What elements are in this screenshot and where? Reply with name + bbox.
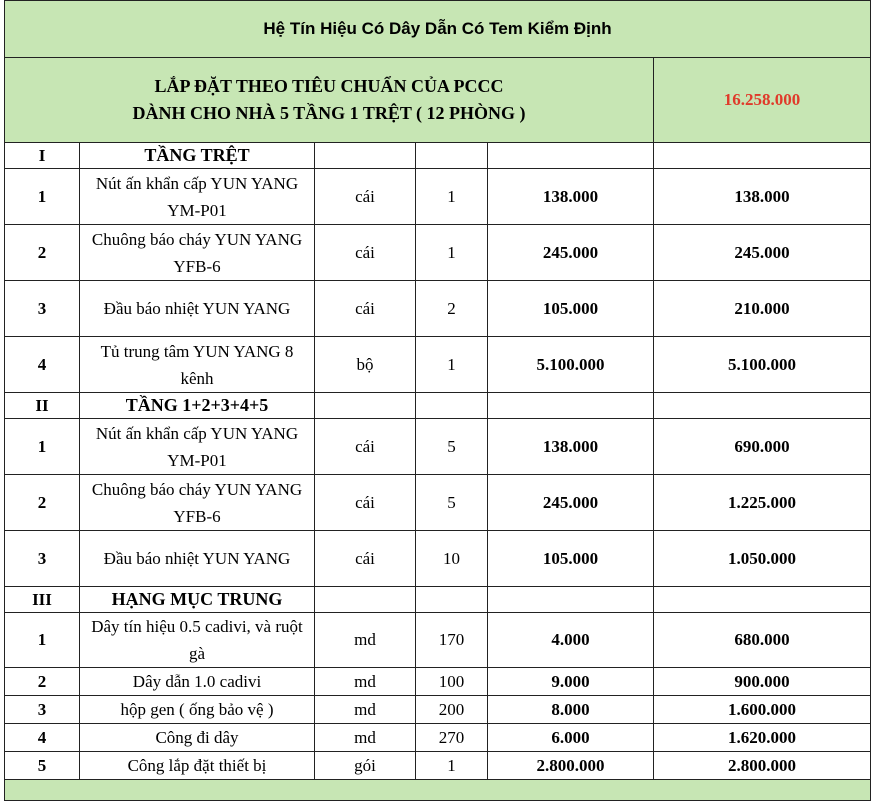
item-name: Công lắp đặt thiết bị: [80, 752, 315, 780]
package-total: 16.258.000: [654, 58, 871, 143]
item-no: 4: [5, 724, 80, 752]
item-name: Dây tín hiệu 0.5 cadivi, và ruột gà: [80, 613, 315, 668]
package-heading: [5, 58, 654, 143]
item-unit: gói: [315, 752, 416, 780]
item-amount: 1.050.000: [654, 531, 871, 587]
item-no: 1: [5, 169, 80, 225]
item-no: 1: [5, 419, 80, 475]
item-amount: 1.225.000: [654, 475, 871, 531]
package-heading-line1: LẮP ĐẶT THEO TIÊU CHUẨN CỦA PCCC: [154, 76, 504, 96]
item-qty: 5: [416, 419, 488, 475]
item-amount: 1.620.000: [654, 724, 871, 752]
item-unit: bộ: [315, 337, 416, 393]
item-unit: md: [315, 668, 416, 696]
table-row: [5, 281, 871, 337]
item-qty: 1: [416, 225, 488, 281]
item-price: 105.000: [488, 531, 654, 587]
table-title: Hệ Tín Hiệu Có Dây Dẫn Có Tem Kiểm Định: [5, 1, 871, 58]
item-no: 2: [5, 475, 80, 531]
item-price: 4.000: [488, 613, 654, 668]
item-unit: cái: [315, 281, 416, 337]
item-name: Dây dẫn 1.0 cadivi: [80, 668, 315, 696]
item-name: Đầu báo nhiệt YUN YANG: [80, 531, 315, 587]
item-amount: 690.000: [654, 419, 871, 475]
item-amount: 210.000: [654, 281, 871, 337]
section-header-row: [5, 143, 871, 169]
section-header-row: [5, 393, 871, 419]
section-index: I: [5, 143, 80, 169]
item-amount: 5.100.000: [654, 337, 871, 393]
item-qty: 10: [416, 531, 488, 587]
quote-table: [4, 0, 871, 801]
item-name: hộp gen ( ống bảo vệ ): [80, 696, 315, 724]
item-qty: 1: [416, 337, 488, 393]
item-amount: 245.000: [654, 225, 871, 281]
section-header-row: [5, 587, 871, 613]
item-qty: 200: [416, 696, 488, 724]
item-price: 2.800.000: [488, 752, 654, 780]
section-name: TẦNG TRỆT: [80, 143, 315, 169]
item-qty: 2: [416, 281, 488, 337]
item-name: Chuông báo cháy YUN YANG YFB-6: [80, 225, 315, 281]
item-name: Đầu báo nhiệt YUN YANG: [80, 281, 315, 337]
item-qty: 1: [416, 169, 488, 225]
item-no: 5: [5, 752, 80, 780]
item-price: 5.100.000: [488, 337, 654, 393]
item-price: 245.000: [488, 225, 654, 281]
item-name: Chuông báo cháy YUN YANG YFB-6: [80, 475, 315, 531]
item-price: 105.000: [488, 281, 654, 337]
item-no: 1: [5, 613, 80, 668]
item-no: 3: [5, 281, 80, 337]
package-heading-line2: DÀNH CHO NHÀ 5 TẦNG 1 TRỆT ( 12 PHÒNG ): [132, 103, 526, 123]
table-row: [5, 696, 871, 724]
item-no: 3: [5, 696, 80, 724]
item-price: 245.000: [488, 475, 654, 531]
table-row: [5, 531, 871, 587]
table-row: [5, 613, 871, 668]
section-index: II: [5, 393, 80, 419]
item-amount: 2.800.000: [654, 752, 871, 780]
item-name: Công đi dây: [80, 724, 315, 752]
item-unit: md: [315, 724, 416, 752]
item-name: Nút ấn khẩn cấp YUN YANG YM-P01: [80, 419, 315, 475]
item-unit: cái: [315, 419, 416, 475]
item-unit: md: [315, 613, 416, 668]
item-unit: cái: [315, 531, 416, 587]
item-amount: 680.000: [654, 613, 871, 668]
table-row: [5, 419, 871, 475]
item-unit: md: [315, 696, 416, 724]
item-name: Nút ấn khẩn cấp YUN YANG YM-P01: [80, 169, 315, 225]
item-unit: cái: [315, 225, 416, 281]
item-no: 2: [5, 225, 80, 281]
item-amount: 138.000: [654, 169, 871, 225]
item-amount: 1.600.000: [654, 696, 871, 724]
table-row: [5, 169, 871, 225]
item-no: 3: [5, 531, 80, 587]
item-price: 138.000: [488, 169, 654, 225]
section-index: III: [5, 587, 80, 613]
item-price: 138.000: [488, 419, 654, 475]
item-no: 4: [5, 337, 80, 393]
item-qty: 170: [416, 613, 488, 668]
item-unit: cái: [315, 475, 416, 531]
table-row: [5, 337, 871, 393]
item-qty: 1: [416, 752, 488, 780]
item-qty: 100: [416, 668, 488, 696]
table-row: [5, 225, 871, 281]
section-name: TẦNG 1+2+3+4+5: [80, 393, 315, 419]
table-row: [5, 668, 871, 696]
table-row: [5, 724, 871, 752]
item-price: 9.000: [488, 668, 654, 696]
item-qty: 5: [416, 475, 488, 531]
item-amount: 900.000: [654, 668, 871, 696]
table-row: [5, 475, 871, 531]
item-qty: 270: [416, 724, 488, 752]
item-no: 2: [5, 668, 80, 696]
item-price: 8.000: [488, 696, 654, 724]
item-unit: cái: [315, 169, 416, 225]
item-price: 6.000: [488, 724, 654, 752]
section-name: HẠNG MỤC TRUNG: [80, 587, 315, 613]
item-name: Tủ trung tâm YUN YANG 8 kênh: [80, 337, 315, 393]
table-footer-row: [5, 780, 871, 801]
table-row: [5, 752, 871, 780]
